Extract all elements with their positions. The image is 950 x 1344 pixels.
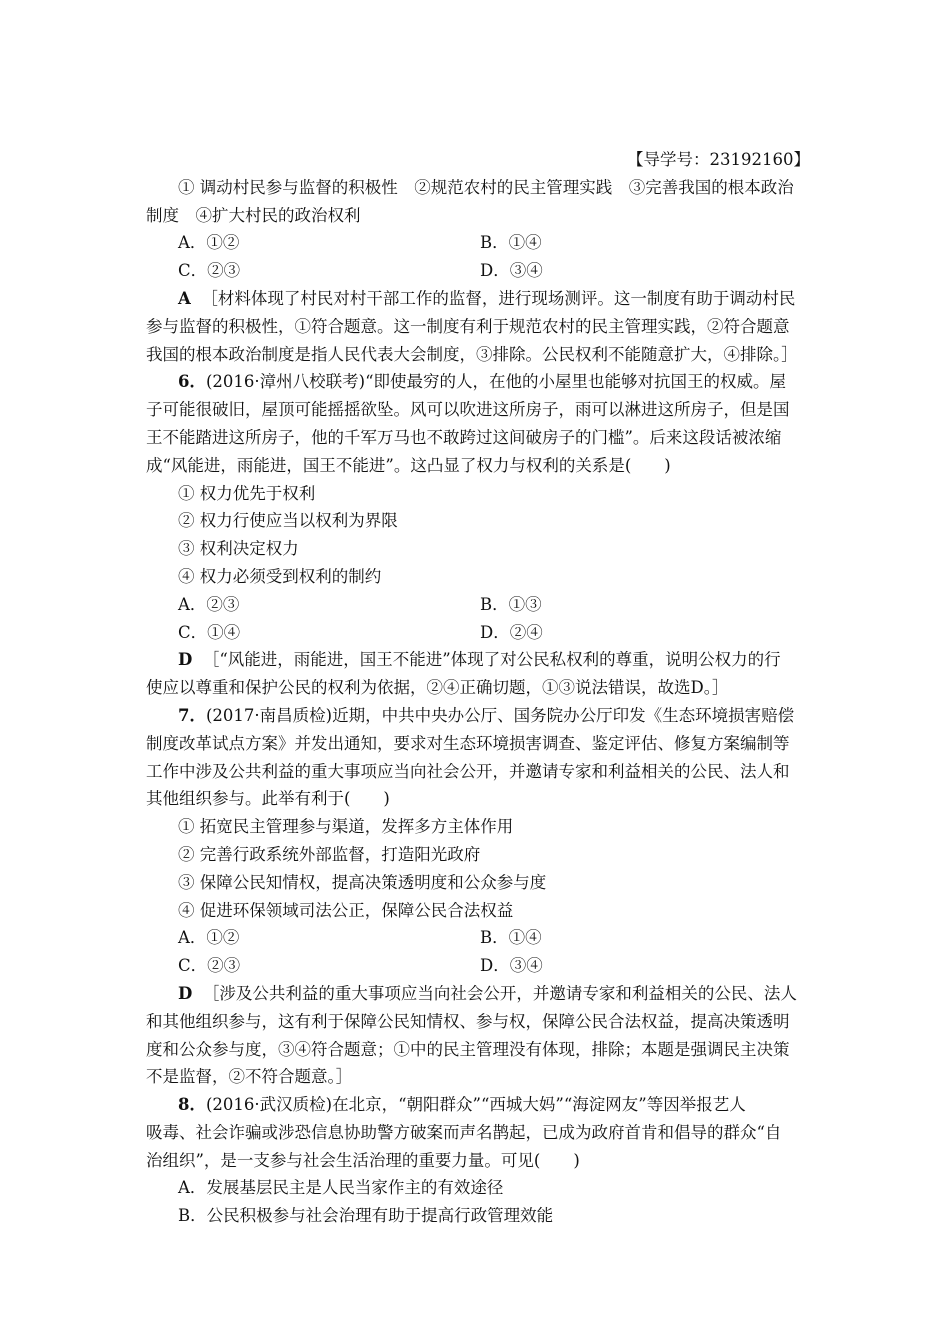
q7-stem-text: (2017·南昌质检)近期，中共中央办公厅、国务院办公厅印发《生态环境损害赔偿 — [205, 705, 795, 725]
q6-stem-text: 子可能很破旧，屋顶可能摇摇欲坠。风可以吹进这所房子，雨可以淋进这所房子，但是国 — [146, 400, 790, 420]
q7-stem-text: 其他组织参与。此举有利于( ) — [146, 789, 390, 809]
q7-item: ① 拓宽民主管理参与渠道，发挥多方主体作用 — [178, 817, 514, 837]
q6-answer-letter: D — [178, 650, 193, 670]
q6-stem-text: 成“风能进，雨能进，国王不能进”。这凸显了权力与权利的关系是( ) — [146, 455, 671, 475]
q5-option-d: D．③④ — [480, 261, 543, 281]
q5-items-line: ① 调动村民参与监督的积极性 ②规范农村的民主管理实践 ③完善我国的根本政治 — [178, 177, 794, 197]
q5-answer — [146, 285, 810, 313]
q7-answer-text: ［涉及公共利益的重大事项应当向社会公开，并邀请专家和利益相关的公民、法人 — [202, 983, 797, 1003]
q6-answer-text: 使应以尊重和保护公民的权利为依据，②④正确切题，①③说法错误，故选D。］ — [146, 678, 729, 698]
q6-options-row — [146, 619, 810, 647]
q7-option-c: C．②③ — [178, 956, 241, 976]
q6-option-c: C．①④ — [178, 622, 241, 642]
q8-stem-text: 吸毒、社会诈骗或涉恐信息协助警方破案而声名鹊起，已成为政府首肯和倡导的群众“自 — [146, 1122, 782, 1142]
q8-stem-text: 治组织”，是一支参与社会生活治理的重要力量。可见( ) — [146, 1150, 580, 1170]
q7-item: ③ 保障公民知情权，提高决策透明度和公众参与度 — [178, 872, 547, 892]
guide-number: 【导学号：23192160】 — [627, 150, 810, 169]
q5-answer-text: 参与监督的积极性，①符合题意。这一制度有利于规范农村的民主管理实践，②符合题意 — [146, 316, 790, 336]
q7-stem-text: 工作中涉及公共利益的重大事项应当向社会公开，并邀请专家和利益相关的公民、法人和 — [146, 761, 790, 781]
q5-answer-text: 我国的根本政治制度是指人民代表大会制度，③排除。公民权利不能随意扩大，④排除。］ — [146, 344, 798, 364]
q5-option-b: B．①④ — [480, 233, 542, 253]
q6-options-row — [146, 591, 810, 619]
q6-number: 6． — [178, 372, 206, 392]
q7-item: ② 完善行政系统外部监督，打造阳光政府 — [178, 844, 481, 864]
q6-stem — [146, 368, 810, 396]
q7-answer-letter: D — [178, 983, 193, 1003]
q6-answer — [146, 646, 810, 674]
q7-answer-text: 度和公众参与度，③④符合题意；①中的民主管理没有体现，排除；本题是强调民主决策 — [146, 1039, 790, 1059]
q8-option-a: A．发展基层民主是人民当家作主的有效途径 — [178, 1178, 504, 1198]
q6-option-d: D．②④ — [480, 622, 543, 642]
q8-option-b: B．公民积极参与社会治理有助于提高行政管理效能 — [178, 1206, 554, 1226]
q7-option-d: D．③④ — [480, 956, 543, 976]
q6-stem-text: (2016·漳州八校联考)“即使最穷的人，在他的小屋里也能够对抗国王的权威。屋 — [205, 372, 787, 392]
q7-stem — [146, 702, 810, 730]
q7-answer-text: 和其他组织参与，这有利于保障公民知情权、参与权，保障公民合法权益，提高决策透明 — [146, 1011, 790, 1031]
q5-items-line: 制度 ④扩大村民的政治权利 — [146, 205, 361, 225]
q7-options-row — [146, 952, 810, 980]
q8-number: 8． — [178, 1095, 206, 1115]
q7-number: 7． — [178, 705, 206, 725]
q7-stem-text: 制度改革试点方案》并发出通知，要求对生态环境损害调查、鉴定评估、修复方案编制等 — [146, 733, 790, 753]
q6-option-a: A．②③ — [178, 594, 240, 614]
q7-options-row — [146, 924, 810, 952]
q5-answer-text: ［材料体现了村民对村干部工作的监督，进行现场测评。这一制度有助于调动村民 — [201, 288, 796, 308]
q7-answer-text: 不是监督，②不符合题意。］ — [146, 1067, 353, 1087]
q6-answer-text: ［“风能进，雨能进，国王不能进”体现了对公民私权利的尊重，说明公权力的行 — [202, 650, 781, 670]
q5-options-row — [146, 257, 810, 285]
q6-item: ④ 权力必须受到权利的制约 — [178, 566, 382, 586]
q7-answer — [146, 980, 810, 1008]
q6-option-b: B．①③ — [480, 594, 542, 614]
q8-stem-text: (2016·武汉质检)在北京，“朝阳群众”“西城大妈”“海淀网友”等因举报艺人 — [205, 1095, 746, 1115]
q5-option-c: C．②③ — [178, 261, 241, 281]
q5-answer-letter: A — [178, 288, 191, 308]
q6-item: ① 权力优先于权利 — [178, 483, 316, 503]
q5-options-row — [146, 229, 810, 257]
document-page — [146, 146, 810, 1230]
q6-item: ② 权力行使应当以权利为界限 — [178, 511, 398, 531]
q7-option-b: B．①④ — [480, 928, 542, 948]
q7-option-a: A．①② — [178, 928, 240, 948]
q5-option-a: A．①② — [178, 233, 240, 253]
q7-item: ④ 促进环保领域司法公正，保障公民合法权益 — [178, 900, 514, 920]
q8-stem — [146, 1091, 810, 1119]
q6-item: ③ 权利决定权力 — [178, 539, 299, 559]
q6-stem-text: 王不能踏进这所房子，他的千军万马也不敢跨过这间破房子的门槛”。后来这段话被浓缩 — [146, 427, 782, 447]
